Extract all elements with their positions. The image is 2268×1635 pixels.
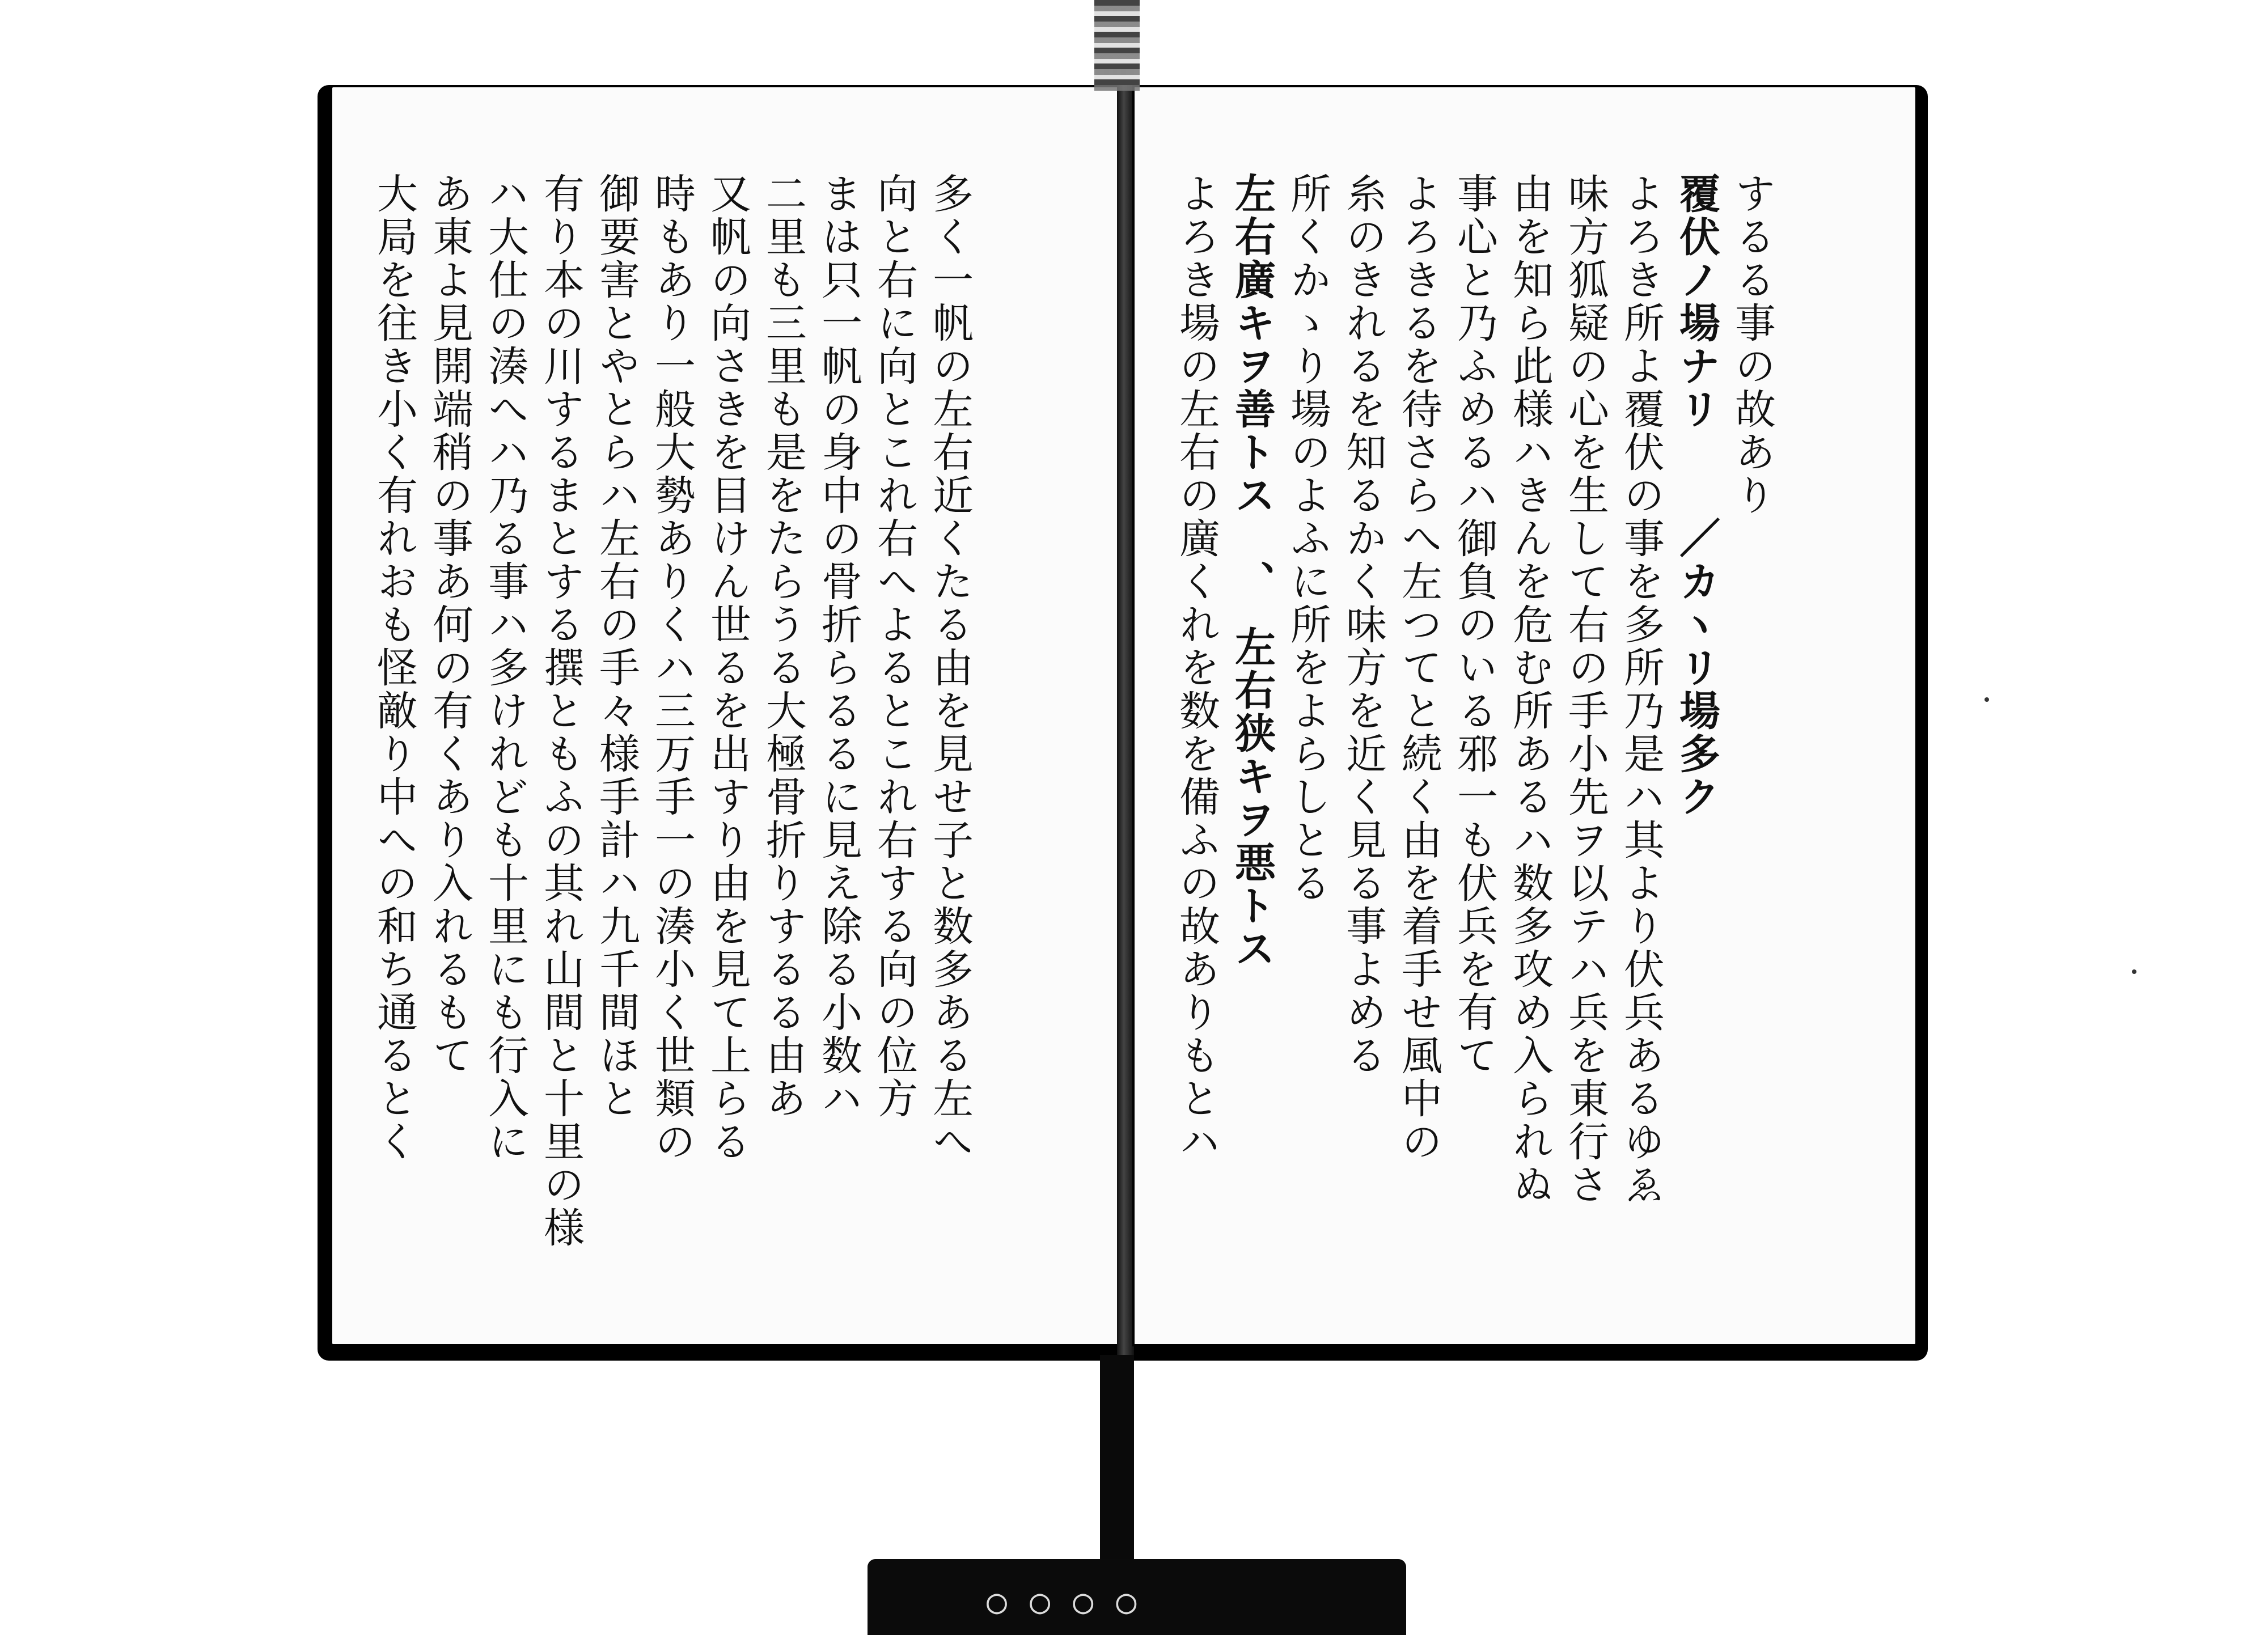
book-gutter — [1117, 85, 1134, 1361]
bookmark-ribbon-top — [1094, 0, 1140, 91]
text-column: 有り本の川するまとする撰ともふの其れ山間と十里の様 — [537, 172, 585, 1249]
right-page-text — [1169, 172, 1780, 1295]
left-page-text — [366, 172, 978, 1295]
text-column: 味方狐疑の心を生して右の手小先ヲ以テハ兵を東行さ — [1562, 172, 1609, 1206]
text-column: よろき所よ覆伏の事を多所乃是ハ其より伏兵あるゆゑ — [1617, 172, 1665, 1206]
text-column: 由を知ら此様ハきんを危む所あるハ数多攻め入られぬ — [1506, 172, 1554, 1206]
text-column: 覆伏ノ場ナリ ／カヽリ場多ク — [1673, 172, 1721, 819]
text-column: よろき場の左右の廣くれを数を備ふの故ありもとハ — [1173, 172, 1220, 1163]
text-column: 糸のきれるを知るかく味方を近く見る事よめる — [1339, 172, 1387, 1077]
text-column: 又帆の向さきを目けん世るを出すり由を見て上らる — [704, 172, 751, 1163]
dust-speck — [2132, 969, 2136, 974]
text-column: するる事の故あり — [1728, 172, 1776, 517]
right-page — [1132, 85, 1918, 1346]
open-book — [318, 85, 1928, 1361]
text-column: あ東よ見開端稍の事あ何の有くあり入れるもて — [426, 172, 473, 1077]
text-column: 時もあり一般大勢ありくハ三万手一の湊小く世類の — [648, 172, 696, 1163]
text-column: 左右廣キヲ善トス 、 左右狭キヲ悪トス — [1228, 172, 1276, 971]
text-column: 向と右に向とこれ右へよるとこれ右する向の位方 — [870, 172, 918, 1120]
binding-strap — [1100, 1355, 1134, 1565]
text-column: ハ大仕の湊へハ乃る事ハ多けれども十里にも行入に — [481, 172, 529, 1163]
text-column: 多く一帆の左右近くたる由を見せ子と数多ある左へ — [926, 172, 974, 1163]
text-column: 大局を往き小く有れおも怪敵り中への和ち通るとく — [370, 172, 418, 1163]
left-page — [330, 85, 1127, 1346]
text-column: 所くかゝり場のよふに所をよらしとる — [1284, 172, 1331, 905]
text-column: 二里も三里も是をたらうる大極骨折りするる由あ — [759, 172, 807, 1120]
text-column: よろきるを待さらへ左つてと続く由を着手せ風中の — [1395, 172, 1442, 1163]
text-column: 事心と乃ふめるハ御負のいる邪一も伏兵を有て — [1450, 172, 1498, 1077]
dust-speck — [1984, 697, 1989, 702]
text-column: まは只一帆の身中の骨折らるるに見え除る小数ハ — [815, 172, 862, 1120]
catalog-tag-marks: ○○○○ — [987, 1582, 1160, 1621]
text-column: 御要害とやとらハ左右の手々様手計ハ九千間ほと — [593, 172, 640, 1120]
